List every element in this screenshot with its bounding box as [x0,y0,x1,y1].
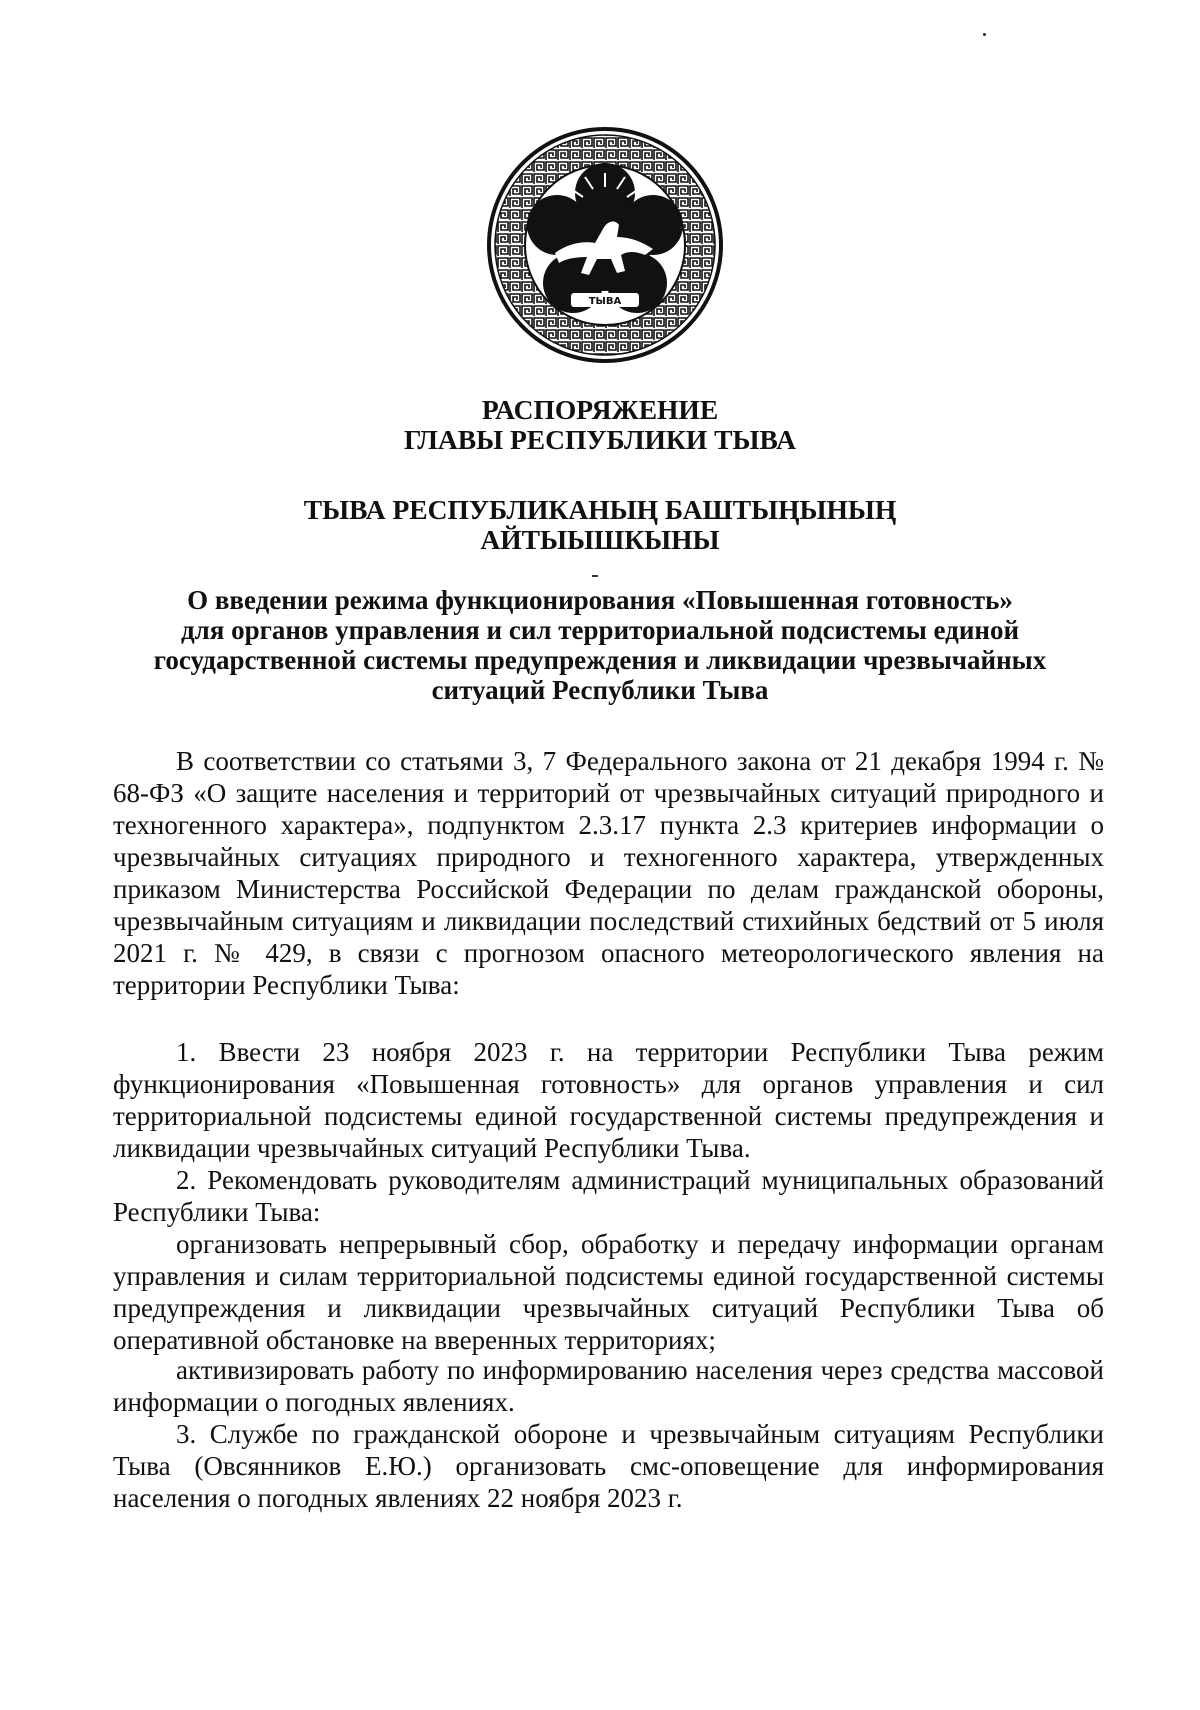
coat-of-arms-tyva-icon [485,125,725,365]
svg-text:ТЫВА: ТЫВА [588,296,622,307]
document-title-tyvan-line-1: ТЫВА РЕСПУБЛИКАНЫҢ БАШТЫҢЫНЫҢ [303,494,897,525]
document-subject [100,585,1100,705]
document-title-tyvan-line-2: АЙТЫЫШКЫНЫ [480,524,720,555]
item-2-paragraph: 2. Рекомендовать руководителям администраций муниципальных образований Республики Тыва: [113,1165,1104,1227]
document-issuer: ГЛАВЫ РЕСПУБЛИКИ ТЫВА [404,424,796,455]
preamble-paragraph: В соответствии со статьями 3, 7 Федерального закона от 21 декабря 1994 г. № 68-ФЗ «О защите населения и территорий от чрезвычайных ситуаций природного и техногенного характера», подпунктом 2.3.17 пункта 2.3 критериев информации о чрезвычайных ситуациях природного и техногенного характера, утвержденных приказом Министерства Российской Федерации по делам гражданской обороны, чрезвычайным ситуациям и ликвидации последствий стихийных бедствий от 5 июля 2021 г. № 429, в связи с прогнозом опасного метеорологического явления на территории Республики Тыва: [113,746,1104,1000]
subject-line: государственной системы предупреждения и ликвидации чрезвычайных [153,645,1047,675]
item-1-paragraph: 1. Ввести 23 ноября 2023 г. на территории Республики Тыва режим функционирования «Повышенная готовность» для органов управления и сил территориальной подсистемы единой государственной системы предупреждения и ликвидации чрезвычайных ситуаций Республики Тыва. [113,1037,1104,1163]
subject-line: ситуаций Республики Тыва [431,675,769,705]
document-title: РАСПОРЯЖЕНИЕ [481,394,719,425]
item-3-paragraph: 3. Службе по гражданской обороне и чрезвычайным ситуациям Республики Тыва (Овсянников Е.Ю.) организовать смс-оповещение для информирования населения о погодных явлениях 22 ноября 2023 г. [113,1419,1104,1513]
scan-speck [983,33,986,36]
scan-mark [592,575,598,577]
subject-line: для органов управления и сил территориальной подсистемы единой [180,615,1020,645]
item-2-subitem-2: активизировать работу по информированию населения через средства массовой информации о погодных явлениях. [113,1355,1104,1417]
subject-line: О введении режима функционирования «Повышенная готовность» [187,585,1013,615]
item-2-subitem-1: организовать непрерывный сбор, обработку и передачу информации органам управления и силам территориальной подсистемы единой государственной системы предупреждения и ликвидации чрезвычайных ситуаций Республики Тыва об оперативной обстановке на вверенных территориях; [113,1229,1104,1355]
